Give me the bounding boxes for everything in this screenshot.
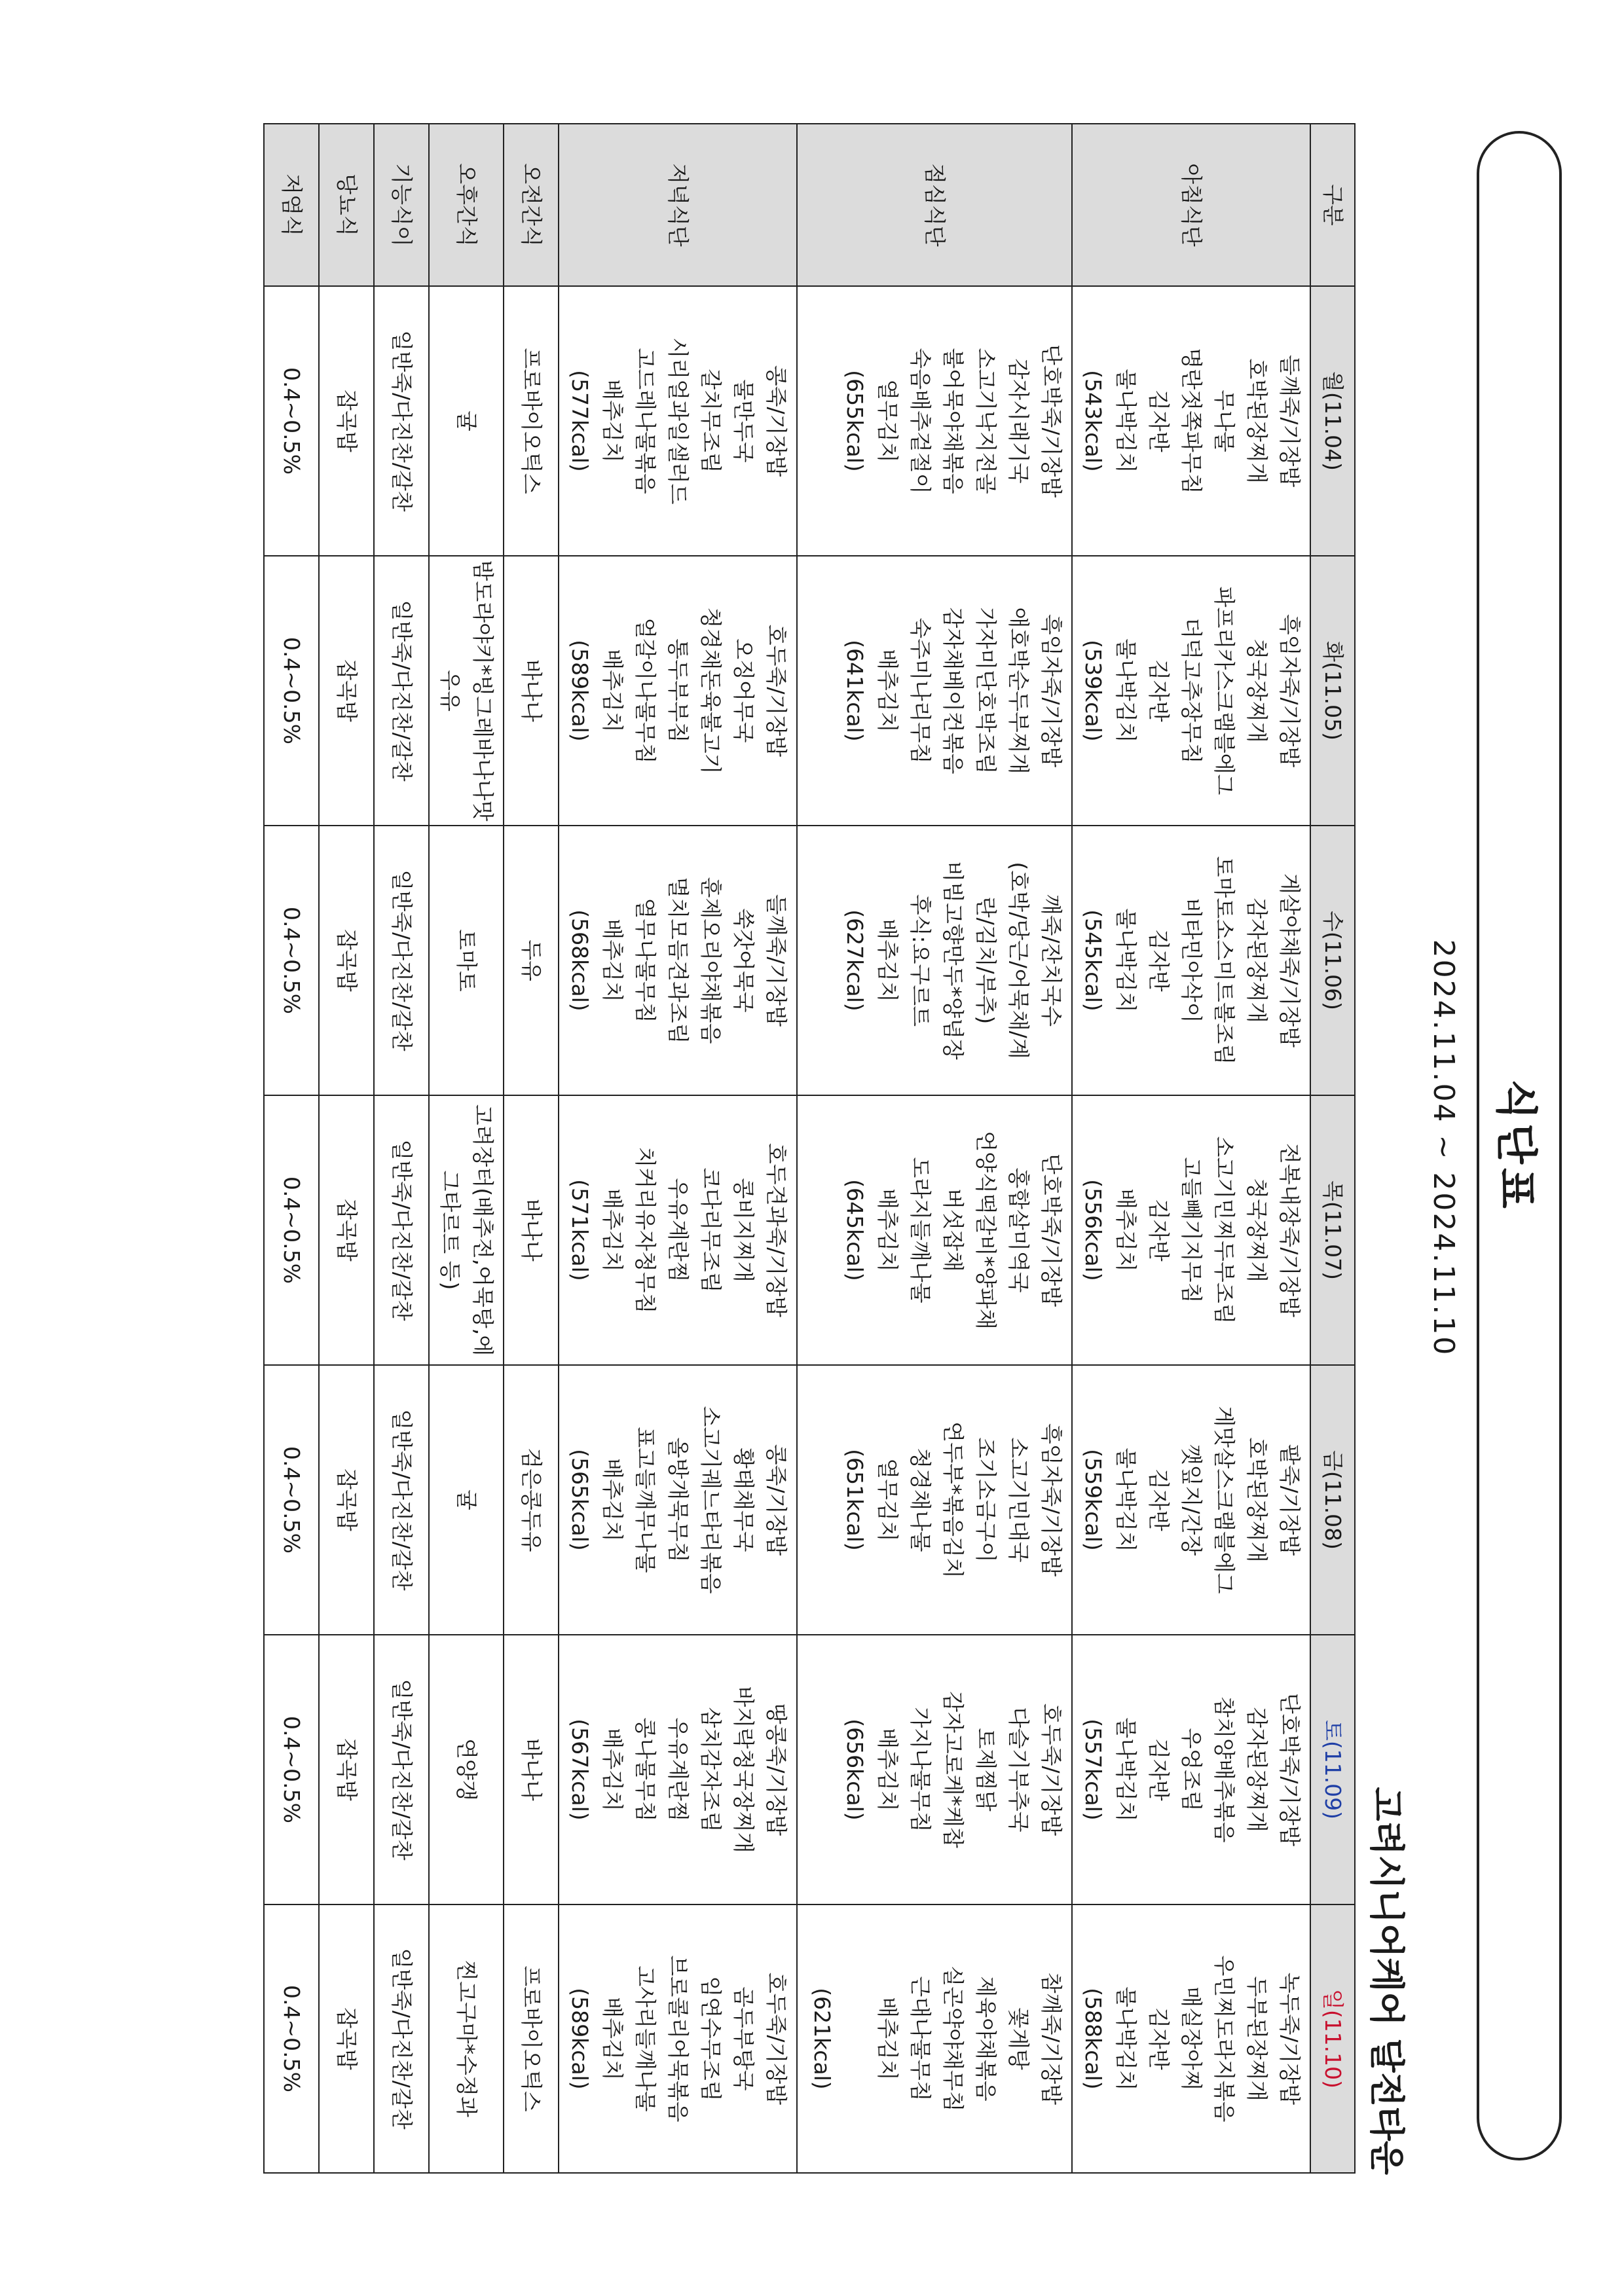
day-header-tue: 화(11.05) [1310, 556, 1355, 826]
low-sodium-fri: 0.4~0.5% [264, 1365, 319, 1635]
day-header-sat: 토(11.09) [1310, 1635, 1355, 1904]
afternoon-snack-thu: 고려장터(배추전,어묵탕,에그타르트 등) [429, 1095, 504, 1365]
day-header-mon: 월(11.04) [1310, 286, 1355, 556]
day-header-thu: 목(11.07) [1310, 1095, 1355, 1365]
page-title: 식단표 [1491, 1079, 1540, 1212]
row-label-diabetic-diet: 당뇨식 [319, 124, 374, 286]
table-row [429, 124, 504, 2173]
organization-name: 고려시니어케어 달전타운 [1366, 1787, 1407, 2175]
low-sodium-mon: 0.4~0.5% [264, 286, 319, 556]
diabetic-diet-tue: 잡곡밥 [319, 556, 374, 826]
morning-snack-fri: 검은콩두유 [504, 1365, 559, 1635]
diabetic-diet-thu: 잡곡밥 [319, 1095, 374, 1365]
breakfast-sun: 녹두죽/기장밥 두부된장찌개 우민찌도라지볶음 매실장아찌 김자반 물나박김치 (588kcal) [1072, 1904, 1310, 2173]
day-header-wed: 수(11.06) [1310, 826, 1355, 1095]
breakfast-sat: 단호박죽/기장밥 감자된장찌개 참치양배추볶음 우엉조림 김자반 물나박김치 (557kcal) [1072, 1635, 1310, 1904]
morning-snack-wed: 두유 [504, 826, 559, 1095]
dinner-tue: 호두죽/기장밥 오징어무국 청경채돈육불고기 통두부부침 얼갈이나물무침 배추김치 (589kcal) [559, 556, 797, 826]
afternoon-snack-mon: 귤 [429, 286, 504, 556]
table-row [1072, 124, 1310, 2173]
morning-snack-sat: 바나나 [504, 1635, 559, 1904]
afternoon-snack-fri: 귤 [429, 1365, 504, 1635]
dinner-fri: 콩죽/기장밥 황태채무국 소고기궤느타리볶음 올방개묵무침 표고들깨무나물 배추김치 (565kcal) [559, 1365, 797, 1635]
day-header-fri: 금(11.08) [1310, 1365, 1355, 1635]
breakfast-tue: 흑임자죽/기장밥 청국장찌개 파프리카스크램블에그 더덕고추장무침 김자반 물나박김치 (539kcal) [1072, 556, 1310, 826]
lunch-sat: 호두죽/기장밥 다슬기부추국 토제찜닭 감자고로케*케찹 가지나물무침 배추김치 (656kcal) [797, 1635, 1072, 1904]
afternoon-snack-sat: 연양갱 [429, 1635, 504, 1904]
functional-diet-thu: 일반죽/다진찬/갈찬 [374, 1095, 429, 1365]
dinner-thu: 호두견과죽/기장밥 콩비지찌개 코다리무조림 우유계란찜 치커리유자청무침 배추김치 (571kcal) [559, 1095, 797, 1365]
diabetic-diet-mon: 잡곡밥 [319, 286, 374, 556]
row-label-morning-snack: 오전간식 [504, 124, 559, 286]
row-label-low-sodium-diet: 저염식 [264, 124, 319, 286]
table-row [319, 124, 374, 2173]
diabetic-diet-sun: 잡곡밥 [319, 1904, 374, 2173]
table-row [504, 124, 559, 2173]
title-bar [1477, 131, 1562, 2160]
dinner-mon: 콩죽/기장밥 물만두국 갈치무조림 시리얼과일샐러드 고드레나물볶음 배추김치 (577kcal) [559, 286, 797, 556]
lunch-wed: 깨죽/잔치국수 (호박/당근/어묵채/계 란/김치/부추) 비빔고향만두*양념장 후식:요구르트 배추김치 (627kcal) [797, 826, 1072, 1095]
morning-snack-tue: 바나나 [504, 556, 559, 826]
afternoon-snack-wed: 토마토 [429, 826, 504, 1095]
lunch-sun: 참깨죽/기장밥 꽃게탕 제육야채볶음 실곤약야채무침 근대나물무침 배추김치 (621kcal) [797, 1904, 1072, 2173]
dinner-wed: 들깨죽/기장밥 쑥갓어묵국 훈제오리야채볶음 멸치모듬견과조림 열무나물무침 배추김치 (568kcal) [559, 826, 797, 1095]
afternoon-snack-tue: 밤도라야키*빙그레바나나맛우유 [429, 556, 504, 826]
breakfast-wed: 게살야채죽/기장밥 감자된장찌개 토마토소스미트볼조림 비타민아삭이 김자반 물나박김치 (545kcal) [1072, 826, 1310, 1095]
low-sodium-sat: 0.4~0.5% [264, 1635, 319, 1904]
row-label-breakfast: 아침식단 [1072, 124, 1310, 286]
row-label-functional-diet: 기능식이 [374, 124, 429, 286]
date-range: 2024.11.04 ~ 2024.11.10 [1427, 939, 1460, 1357]
diabetic-diet-fri: 잡곡밥 [319, 1365, 374, 1635]
row-label-lunch: 점심식단 [797, 124, 1072, 286]
low-sodium-wed: 0.4~0.5% [264, 826, 319, 1095]
breakfast-mon: 들깨죽/기장밥 호박된장찌개 무나물 명란젓쪽파무침 김자반 물나박김치 (543kcal) [1072, 286, 1310, 556]
lunch-tue: 흑임자죽/기장밥 애호박순두부찌개 가자미단호박조림 감자채베이컨볶음 숙주미나리무침 배추김치 (641kcal) [797, 556, 1072, 826]
breakfast-thu: 전복내장죽/기장밥 청국장찌개 소고기민찌두부조림 고들빼기지무침 김자반 배추김치 (556kcal) [1072, 1095, 1310, 1365]
lunch-mon: 단호박죽/기장밥 감자시래기국 소고기낙지전골 불어묵야채볶음 숙음배추겉절이 열무김치 (655kcal) [797, 286, 1072, 556]
functional-diet-fri: 일반죽/다진찬/갈찬 [374, 1365, 429, 1635]
low-sodium-tue: 0.4~0.5% [264, 556, 319, 826]
morning-snack-sun: 프로바이오틱스 [504, 1904, 559, 2173]
dinner-sat: 땅콩죽/기장밥 바지락청국장찌개 삼치감자조림 우유계란찜 콩나물무침 배추김치 (567kcal) [559, 1635, 797, 1904]
lunch-fri: 흑임자죽/기장밥 소고기민대국 조기소금구이 연두부*볶음김치 청경채나물 열무김치 (651kcal) [797, 1365, 1072, 1635]
meal-plan-table [263, 123, 1356, 2174]
low-sodium-sun: 0.4~0.5% [264, 1904, 319, 2173]
table-row [264, 124, 319, 2173]
corner-header: 구분 [1310, 124, 1355, 286]
functional-diet-tue: 일반죽/다진찬/갈찬 [374, 556, 429, 826]
table-header-row [1310, 124, 1355, 2173]
functional-diet-sun: 일반죽/다진찬/갈찬 [374, 1904, 429, 2173]
afternoon-snack-sun: 찐고구마*수정과 [429, 1904, 504, 2173]
table-row [559, 124, 797, 2173]
diabetic-diet-sat: 잡곡밥 [319, 1635, 374, 1904]
table-row [797, 124, 1072, 2173]
diabetic-diet-wed: 잡곡밥 [319, 826, 374, 1095]
row-label-dinner: 저녁식단 [559, 124, 797, 286]
functional-diet-sat: 일반죽/다진찬/갈찬 [374, 1635, 429, 1904]
row-label-afternoon-snack: 오후간식 [429, 124, 504, 286]
day-header-sun: 일(11.10) [1310, 1904, 1355, 2173]
breakfast-fri: 팥죽/기장밥 호박된장찌개 게맛살스크램블에그 깻잎지/간장 김자반 물나박김치 (559kcal) [1072, 1365, 1310, 1635]
functional-diet-wed: 일반죽/다진찬/갈찬 [374, 826, 429, 1095]
lunch-thu: 단호박죽/기장밥 홍합살미역국 언양식떡갈비*양파채 버섯잡채 도라지들깨나물 배추김치 (645kcal) [797, 1095, 1072, 1365]
functional-diet-mon: 일반죽/다진찬/갈찬 [374, 286, 429, 556]
table-row [374, 124, 429, 2173]
morning-snack-thu: 바나나 [504, 1095, 559, 1365]
morning-snack-mon: 프로바이오틱스 [504, 286, 559, 556]
low-sodium-thu: 0.4~0.5% [264, 1095, 319, 1365]
dinner-sun: 호두죽/기장밥 곰두부탕국 임연수무조림 브로콜리어묵볶음 고사리들깨나물 배추김치 (589kcal) [559, 1904, 797, 2173]
